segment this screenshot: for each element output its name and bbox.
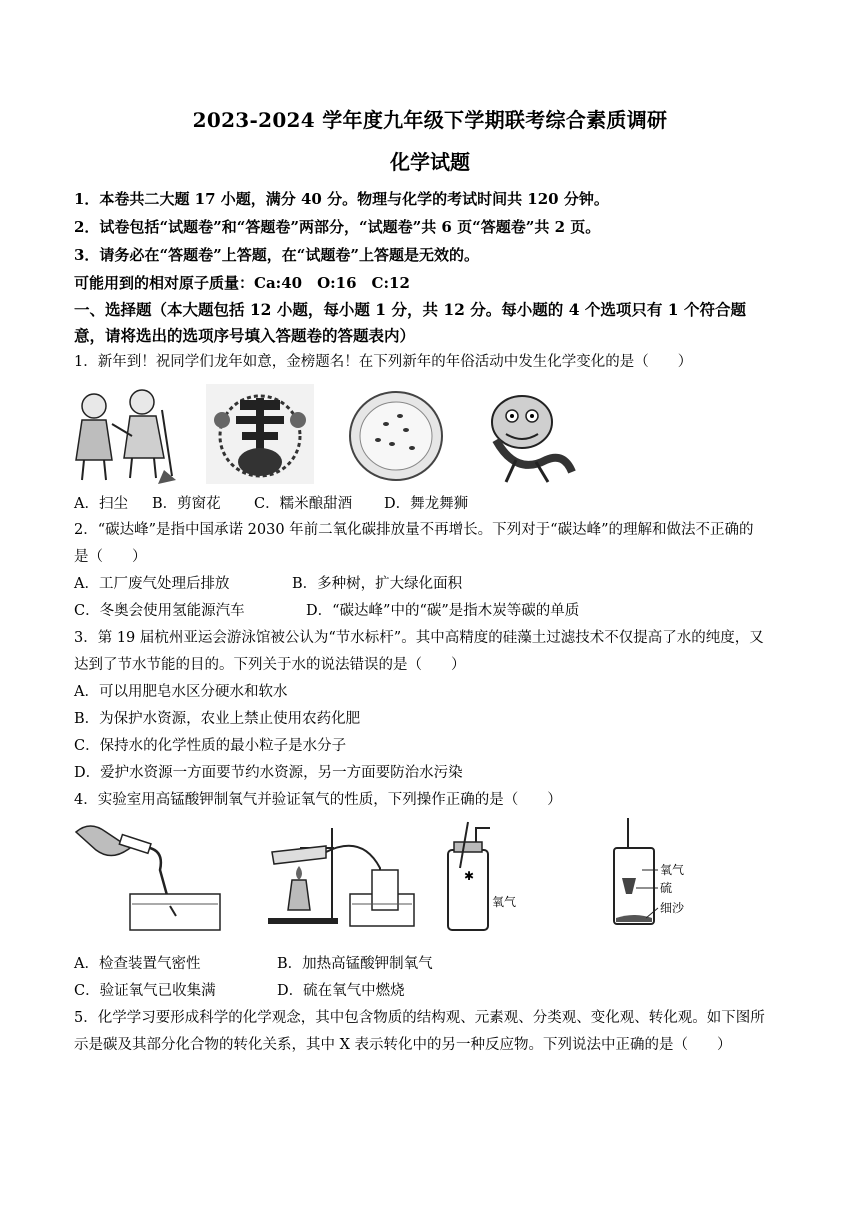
q4-option-d: D．硫在氧气中燃烧 xyxy=(277,983,405,999)
q2-stem-line-2: 是（ ） xyxy=(74,549,147,565)
q2-options-row-1 xyxy=(74,572,462,593)
section-heading-line-1: 一、选择题（本大题包括 12 小题，每小题 1 分，共 12 分。每小题的 4 个选项只有 1 个符合题 xyxy=(74,300,746,319)
exam-subject-title: 化学试题 xyxy=(390,150,470,174)
instruction-1: 1．本卷共二大题 17 小题，满分 40 分。物理与化学的考试时间共 120 分钟。 xyxy=(74,190,609,208)
apparatus-d-image xyxy=(614,818,685,924)
q4-option-c: C．验证氧气已收集满 xyxy=(74,983,216,999)
paper-cut-image xyxy=(206,384,314,484)
q4d-label-sulfur: 硫 xyxy=(660,881,673,895)
q2-option-a: A．工厂废气处理后排放 xyxy=(74,576,230,592)
q1-figures xyxy=(72,380,592,488)
q3-option-a: A．可以用肥皂水区分硬水和软水 xyxy=(74,684,288,700)
q3-option-c: C．保持水的化学性质的最小粒子是水分子 xyxy=(74,738,347,754)
q3-stem-line-2: 达到了节水节能的目的。下列关于水的说法错误的是（ ） xyxy=(74,657,466,673)
exam-title: 2023-2024 学年度九年级下学期联考综合素质调研 xyxy=(192,108,668,132)
apparatus-b-image xyxy=(268,828,414,926)
instruction-3: 3．请务必在“答题卷”上答题，在“试题卷”上答题是无效的。 xyxy=(74,246,479,264)
q1-option-b: B．剪窗花 xyxy=(152,496,221,512)
svg-text:✱: ✱ xyxy=(464,869,475,883)
q1-option-a: A．扫尘 xyxy=(74,496,128,512)
rice-wine-image xyxy=(346,384,446,484)
q3-option-d: D．爱护水资源一方面要节约水资源，另一方面要防治水污染 xyxy=(74,765,463,781)
q2-options-row-2 xyxy=(74,599,579,620)
q4-figures xyxy=(72,818,732,936)
q1-option-d: D．舞龙舞狮 xyxy=(384,496,469,512)
lion-dance-image xyxy=(476,384,576,484)
atomic-masses: 可能用到的相对原子质量：Ca:40 O:16 C:12 xyxy=(74,274,410,292)
q2-option-d: D．“碳达峰”中的“碳”是指木炭等碳的单质 xyxy=(306,603,580,619)
q3-stem-line-1: 3．第 19 届杭州亚运会游泳馆被公认为“节水标杆”。其中高精度的硅藻土过滤技术不仅提高了水的纯度，又 xyxy=(74,630,764,646)
q4-option-a: A．检查装置气密性 xyxy=(74,956,201,972)
instruction-2: 2．试卷包括“试题卷”和“答题卷”两部分，“试题卷”共 6 页“答题卷”共 2 页。 xyxy=(74,218,601,236)
sweeping-figures-image xyxy=(74,384,176,484)
q4-option-b: B．加热高锰酸钾制氧气 xyxy=(277,956,433,972)
q2-option-b: B．多种树，扩大绿化面积 xyxy=(292,576,463,592)
section-heading-line-2: 意，请将选出的选项序号填入答题卷的答题表内） xyxy=(74,326,416,345)
q1-stem: 1．新年到！祝同学们龙年如意，金榜题名！在下列新年的年俗活动中发生化学变化的是（ ） xyxy=(74,354,693,370)
q4d-label-sand: 细沙 xyxy=(660,901,685,915)
q4-options-row-2 xyxy=(74,979,405,1000)
q5-stem-line-2: 示是碳及其部分化合物的转化关系，其中 X 表示转化中的另一种反应物。下列说法中正确的是（ ） xyxy=(74,1037,732,1053)
q4-stem: 4．实验室用高锰酸钾制氧气并验证氧气的性质，下列操作正确的是（ ） xyxy=(74,792,562,808)
q1-options xyxy=(74,492,468,513)
q3-option-b: B．为保护水资源，农业上禁止使用农药化肥 xyxy=(74,711,361,727)
q1-option-c: C．糯米酿甜酒 xyxy=(254,496,353,512)
apparatus-c-image xyxy=(448,822,516,930)
q2-stem-line-1: 2．“碳达峰”是指中国承诺 2030 年前二氧化碳排放量不再增长。下列对于“碳达峰”的理解和做法不正确的 xyxy=(74,522,754,538)
apparatus-a-image xyxy=(76,826,220,930)
q4d-label-oxygen: 氧气 xyxy=(660,863,685,877)
q4c-label-oxygen: 氧气 xyxy=(492,895,517,909)
q5-stem-line-1: 5．化学学习要形成科学的化学观念，其中包含物质的结构观、元素观、分类观、变化观、转化观。如下图所 xyxy=(74,1010,765,1026)
q4-options-row-1 xyxy=(74,952,433,973)
q2-option-c: C．冬奥会使用氢能源汽车 xyxy=(74,603,245,619)
